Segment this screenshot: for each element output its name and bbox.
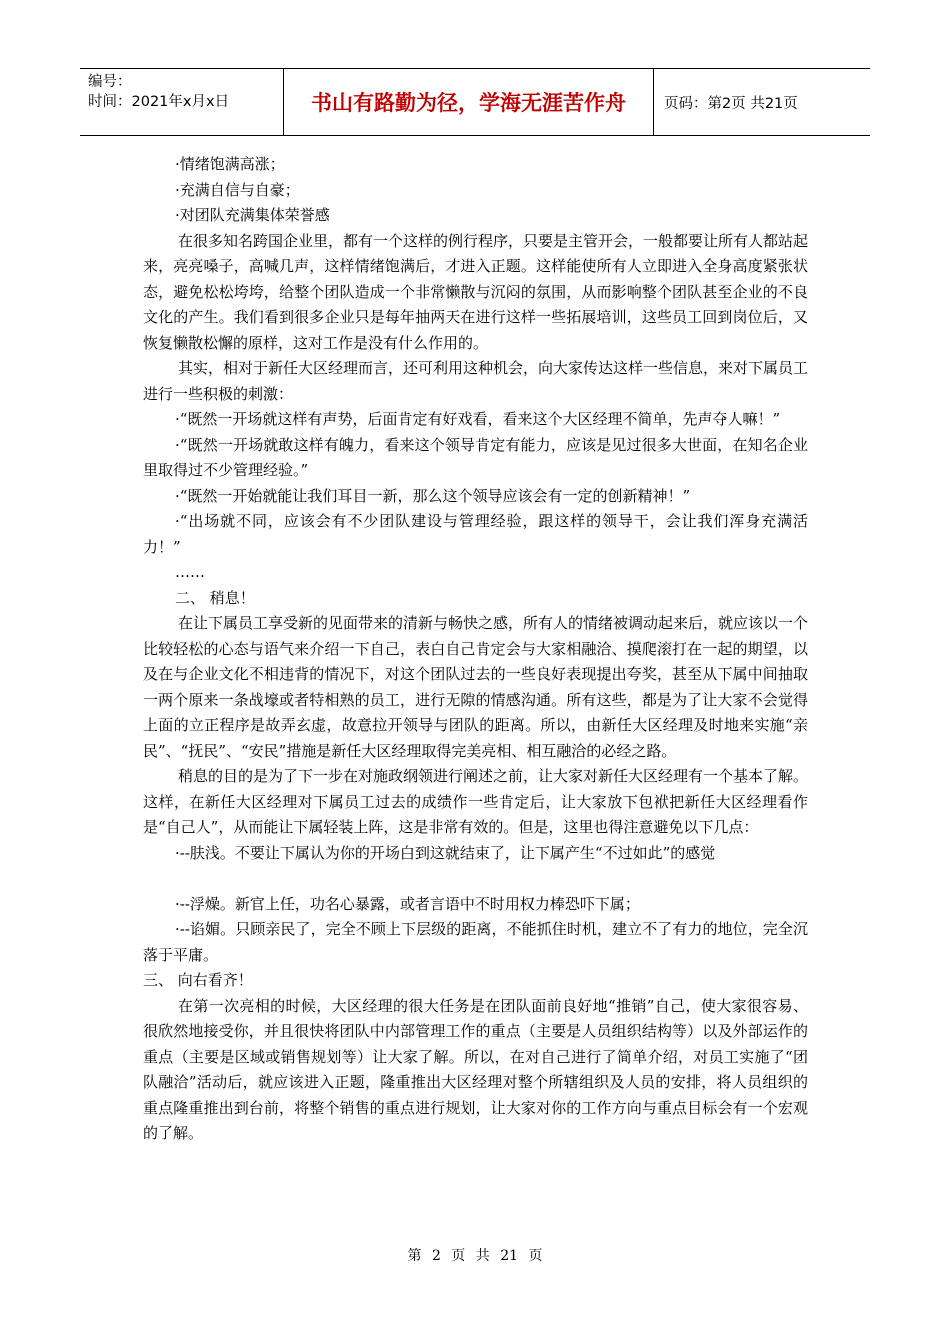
ellipsis: …… bbox=[175, 563, 205, 581]
caution-item: ·--浮燥。新官上任，功名心暴露，或者言语中不时用权力棒恐吓下属； bbox=[175, 894, 640, 913]
date-label: 时间：2021年x月x日 bbox=[88, 94, 230, 110]
number-label: 编号： bbox=[88, 74, 132, 90]
paragraph: 在让下属员工享受新的见面带来的清新与畅快之感，所有人的情绪被调动起来后，就应该以一个比较轻松的心态与语气来介绍一下自己，表白自己肯定会与大家相融洽、摸爬滚打在一起的期望，以及在与企业文化不相违背的情况下，对这个团队过去的一些良好表现提出夸奖，甚至从下属中间抽取一两个原来一条战壕或者特相熟的员工，进行无隙的情感沟通。所有这些，都是为了让大家不会觉得上面的立正程序是故弄玄虚，故意拉开领导与团队的距离。所以，由新任大区经理及时地来实施“亲民”、“抚民”、“安民”措施是新任大区经理取得完美亮相、相互融洽的必经之路。 bbox=[143, 614, 809, 760]
page-header bbox=[80, 68, 870, 136]
bullet-item: ·充满自信与自豪； bbox=[175, 180, 300, 199]
caution-item: ·--谄媚。只顾亲民了，完全不顾上下层级的距离，不能抓住时机，建立不了有力的地位，完全沉落于平庸。 bbox=[143, 920, 808, 964]
blank-line bbox=[143, 866, 808, 892]
bullet-item: ·对团队充满集体荣誉感 bbox=[175, 206, 330, 224]
quote-item: ·“既然一开场就敢这样有魄力，看来这个领导肯定有能力，应该是见过很多大世面，在知名企业里取得过不少管理经验。” bbox=[143, 435, 808, 479]
paragraph: 在第一次亮相的时候，大区经理的很大任务是在团队面前良好地“推销”自己，使大家很容易、很欣然地接受你，并且很快将团队中内部管理工作的重点（主要是人员组织结构等）以及外部运作的重点（主要是区域或销售规划等）让大家了解。所以，在对自己进行了简单介绍，对员工实施了“团队融洽”活动后，就应该进入正题，隆重推出大区经理对整个所辖组织及人员的安排，将人员组织的重点隆重推出到台前，将整个销售的重点进行规划，让大家对你的工作方向与重点目标会有一个宏观的了解。 bbox=[143, 996, 808, 1142]
quote-item: ·“既然一开场就这样有声势，后面肯定有好戏看，看来这个大区经理不简单，先声夺人嘛！” bbox=[175, 410, 781, 428]
section-heading: 二、 稍息！ bbox=[175, 588, 255, 607]
header-motto: 书山有路勤为径，学海无涯苦作舟 bbox=[283, 69, 654, 135]
bullet-item: ·情绪饱满高涨； bbox=[175, 155, 285, 173]
paragraph: 在很多知名跨国企业里，都有一个这样的例行程序，只要是主管开会，一般都要让所有人都站起来，亮亮嗓子，高喊几声，这样情绪饱满后，才进入正题。这样能使所有人立即进入全身高度紧张状态，避免松松垮垮，给整个团队造成一个非常懒散与沉闷的氛围，从而影响整个团队甚至企业的不良文化的产生。我们看到很多企业只是每年抽两天在进行这样一些拓展培训，这些员工回到岗位后，又恢复懒散松懈的原样，这对工作是没有什么作用的。 bbox=[143, 231, 809, 352]
paragraph: 稍息的目的是为了下一步在对施政纲领进行阐述之前，让大家对新任大区经理有一个基本了解。这样，在新任大区经理对下属员工过去的成绩作一些肯定后，让大家放下包袱把新任大区经理看作是“自己人”，从而能让下属轻装上阵，这是非常有效的。但是，这里也得注意避免以下几点： bbox=[143, 767, 809, 836]
header-left-cell bbox=[80, 69, 283, 135]
page-footer: 第 2 页 共 21 页 bbox=[407, 1248, 543, 1264]
quote-item: ·“既然一开始就能让我们耳目一新，那么这个领导应该会有一定的创新精神！” bbox=[175, 486, 691, 505]
section-heading: 三、 向右看齐！ bbox=[143, 971, 253, 989]
paragraph: 其实，相对于新任大区经理而言，还可利用这种机会，向大家传达这样一些信息，来对下属员工进行一些积极的刺激： bbox=[143, 359, 809, 403]
header-page-info: 页码：第2页 共21页 bbox=[664, 95, 798, 112]
quote-item: ·“出场就不同，应该会有不少团队建设与管理经验，跟这样的领导干，会让我们浑身充满活力！” bbox=[143, 512, 808, 556]
document-body bbox=[143, 152, 808, 1147]
caution-item: ·--肤浅。不要让下属认为你的开场白到这就结束了，让下属产生“不过如此”的感觉 bbox=[175, 843, 716, 862]
